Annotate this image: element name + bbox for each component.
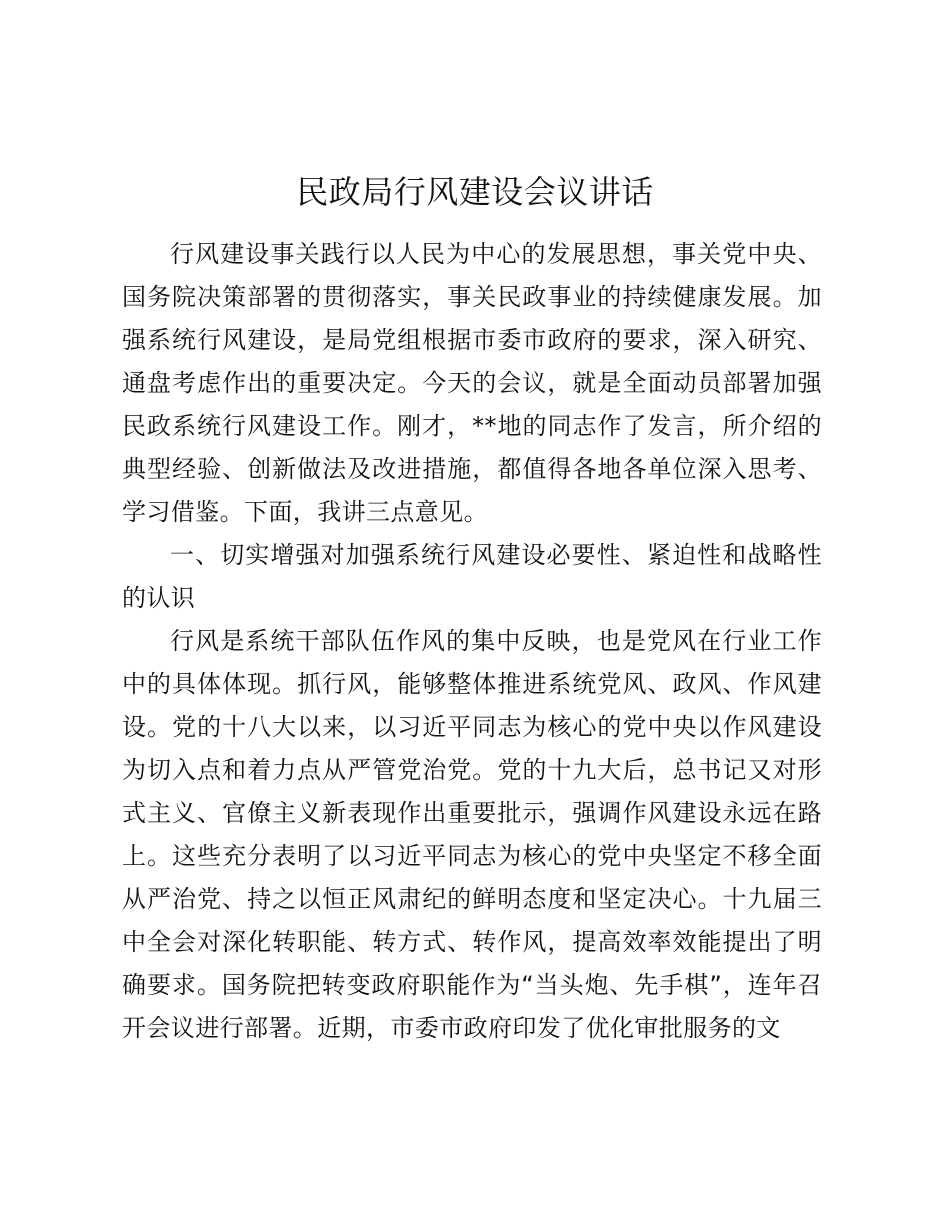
paragraph-section-1: 行风是系统干部队伍作风的集中反映，也是党风在行业工作中的具体体现。抓行风，能够整体推进系统党风、政风、作风建设。党的十八大以来，以习近平同志为核心的党中央以作风建设为切入点和着力点从严管党治党。党的十九大后，总书记又对形式主义、官僚主义新表现作出重要批示，强调作风建设永远在路上。这些充分表明了以习近平同志为核心的党中央坚定不移全面从严治党、持之以恒正风肃纪的鲜明态度和坚定决心。十九届三中全会对深化转职能、转方式、转作风，提高效率效能提出了明确要求。国务院把转变政府职能作为“当头炮、先手棋”，连年召开会议进行部署。近期，市委市政府印发了优化审批服务的文 (122, 627, 822, 1042)
document-body (122, 233, 822, 1050)
paragraph-intro: 行风建设事关践行以人民为中心的发展思想，事关党中央、国务院决策部署的贯彻落实，事关民政事业的持续健康发展。加强系统行风建设，是局党组根据市委市政府的要求，深入研究、通盘考虑作出的重要决定。今天的会议，就是全面动员部署加强民政系统行风建设工作。刚才，**地的同志作了发言，所介绍的典型经验、创新做法及改进措施，都值得各地各单位深入思考、学习借鉴。下面，我讲三点意见。 (122, 240, 822, 526)
document-title: 民政局行风建设会议讲话 (296, 173, 654, 211)
section-heading-1: 一、切实增强对加强系统行风建设必要性、紧迫性和战略性的认识 (122, 541, 822, 612)
